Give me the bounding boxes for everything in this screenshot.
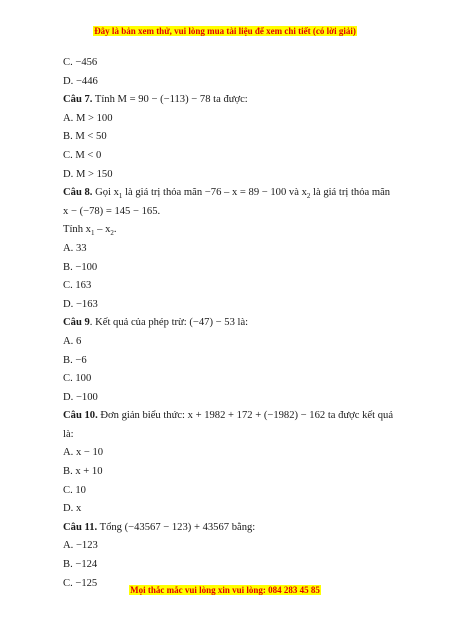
option-b: B. M < 50: [63, 131, 107, 143]
option-b: B. x + 10: [63, 466, 103, 478]
question-9: [63, 314, 393, 333]
option-a: A. 6: [63, 335, 82, 347]
option-c: C. 100: [63, 373, 92, 385]
question-label: Câu 11.: [63, 521, 98, 533]
option-a: A. −123: [63, 540, 98, 552]
subscript: 2: [306, 192, 311, 201]
contact-banner: [0, 585, 450, 595]
option-a: A. 33: [63, 242, 87, 254]
question-text: Tính M = 90 − (−113) − 78 ta được:: [92, 94, 248, 106]
question-label: Câu 10.: [63, 410, 98, 422]
option-c: C. −125: [63, 577, 98, 589]
question-text: . Kết quả của phép trừ: (−47) − 53 là:: [89, 317, 249, 329]
question-label: Câu 7.: [63, 94, 93, 106]
question-text: là giá trị thỏa mãn −76 – x = 89 − 100 và x: [122, 187, 307, 199]
option-b: B. −6: [63, 354, 87, 366]
option-c: C. −456: [63, 57, 98, 68]
option-a: A. x − 10: [63, 447, 104, 459]
option-b: B. −124: [63, 559, 98, 571]
option-d: D. −446: [63, 75, 98, 87]
option-c: C. M < 0: [63, 149, 102, 161]
question-8: [63, 184, 393, 203]
question-list: [63, 54, 393, 593]
question-8-line-2: x − (−78) = 145 − 165.: [63, 205, 161, 217]
question-10-line-2: là:: [63, 428, 74, 440]
option-d: D. −100: [63, 391, 98, 403]
option-a: A. M > 100: [63, 112, 113, 124]
option-b: B. −100: [63, 261, 98, 273]
option-d: D. M > 150: [63, 168, 113, 180]
question-7: [63, 91, 393, 110]
question-text: Tổng (−43567 − 123) + 43567 bằng:: [97, 521, 256, 533]
question-text: Tính x: [63, 224, 91, 236]
question-text: – x: [94, 224, 111, 236]
option-c: C. 163: [63, 280, 92, 292]
option-d: D. −163: [63, 298, 98, 310]
subscript: 1: [90, 229, 95, 238]
contact-banner-text: Mọi thắc mắc vui lòng xin vui lòng: 084 283 45 85: [130, 585, 320, 595]
question-label: Câu 8.: [63, 187, 93, 199]
question-8-line-3: [63, 221, 393, 240]
preview-banner: [0, 26, 450, 36]
question-text: .: [113, 224, 117, 236]
question-label: Câu 9: [63, 317, 90, 329]
subscript: 2: [110, 229, 114, 238]
option-d: D. x: [63, 503, 82, 515]
option-c: C. 10: [63, 484, 86, 496]
preview-banner-text: Đây là bản xem thử, vui lòng mua tài liệu để xem chi tiết (có lời giải): [94, 26, 356, 36]
question-11: [63, 519, 393, 538]
question-text: Gọi x: [92, 187, 119, 199]
question-10: [63, 407, 393, 426]
subscript: 1: [118, 192, 123, 201]
question-text: Đơn giản biểu thức: x + 1982 + 172 + (−1982) − 162 ta được kết quả: [97, 410, 394, 422]
question-text: là giá trị thỏa mãn: [310, 187, 391, 199]
